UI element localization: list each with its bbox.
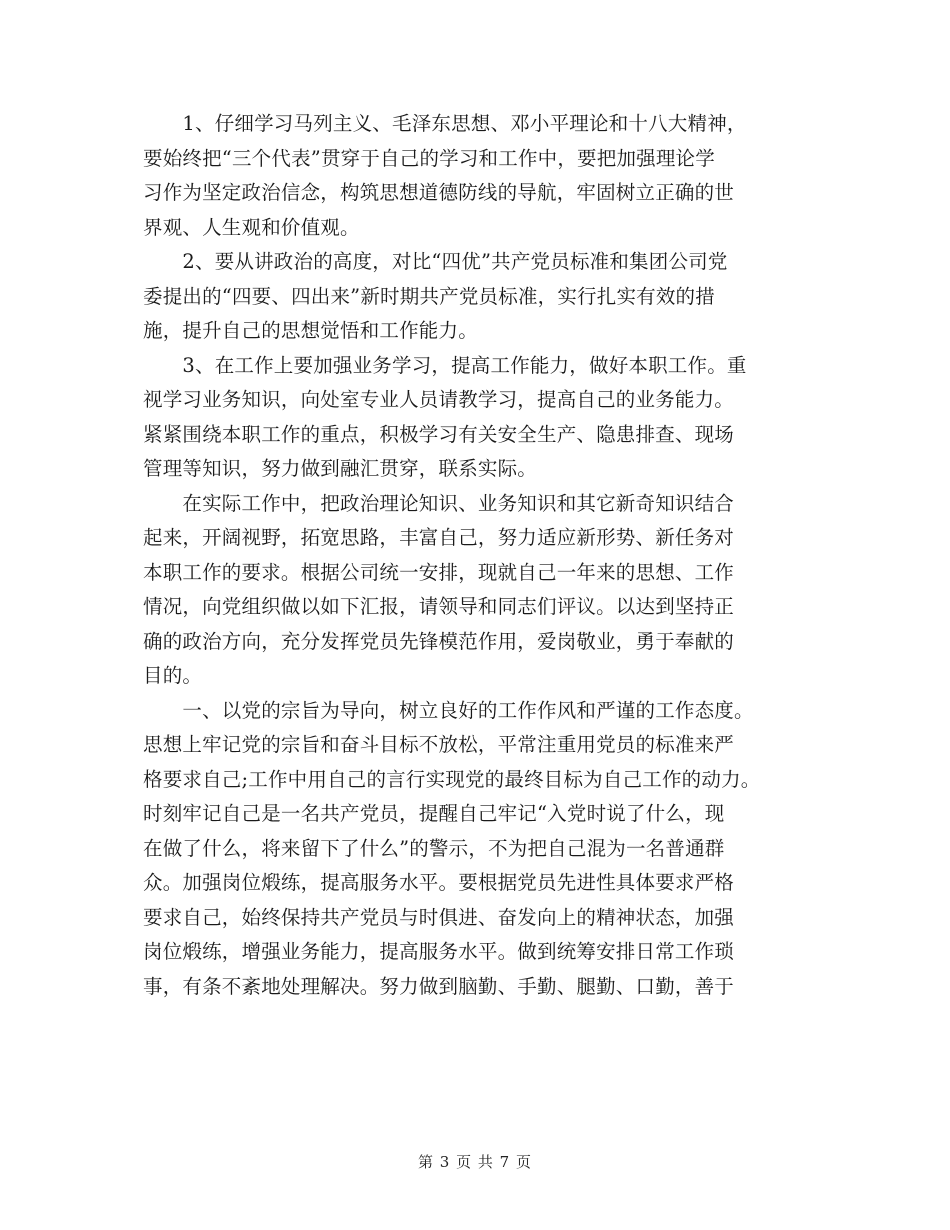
- text-line: 情况，向党组织做以如下汇报，请领导和同志们评议。以达到坚持正: [143, 595, 735, 618]
- text-line: 格要求自己;工作中用自己的言行实现党的最终目标为自己工作的动力。: [143, 767, 761, 791]
- text-line: 确的政治方向，充分发挥党员先锋模范作用，爱岗敬业，勇于奉献的: [143, 629, 735, 653]
- text-line: 视学习业务知识，向处室专业人员请教学习，提高自己的业务能力。: [143, 388, 735, 411]
- text-line: 委提出的“四要、四出来”新时期共产党员标准，实行扎实有效的措: [143, 284, 715, 308]
- text-line: 岗位煅练，增强业务能力，提高服务水平。做到统筹安排日常工作琐: [143, 940, 735, 963]
- text-line: 2、要从讲政治的高度，对比“四优”共产党员标准和集团公司党: [143, 250, 728, 273]
- text-line: 众。加强岗位煅练，提高服务水平。要根据党员先进性具体要求严格: [143, 871, 735, 894]
- text-line: 要求自己，始终保持共产党员与时俱进、奋发向上的精神状态，加强: [143, 905, 735, 929]
- text-line: 时刻牢记自己是一名共产党员，提醒自己牢记“入党时说了什么，现: [143, 802, 725, 825]
- text-line: 施，提升自己的思想觉悟和工作能力。: [143, 319, 478, 342]
- page-number-footer: 第 3 页 共 7 页: [418, 1153, 532, 1171]
- text-line: 3、在工作上要加强业务学习，提高工作能力，做好本职工作。重: [143, 353, 747, 377]
- text-line: 在实际工作中，把政治理论知识、业务知识和其它新奇知识结合: [143, 491, 735, 515]
- text-line: 界观、人生观和价值观。: [143, 215, 360, 239]
- text-line: 紧紧围绕本职工作的重点，积极学习有关安全生产、隐患排查、现场: [143, 422, 735, 446]
- text-line: 在做了什么，将来留下了什么”的警示，不为把自己混为一名普通群: [143, 836, 725, 860]
- body-text: [143, 107, 823, 1004]
- text-line: 本职工作的要求。根据公司统一安排，现就自己一年来的思想、工作: [143, 560, 735, 584]
- text-line: 要始终把“三个代表”贯穿于自己的学习和工作中，要把加强理论学: [143, 146, 715, 170]
- text-line: 管理等知识，努力做到融汇贯穿，联系实际。: [143, 457, 538, 480]
- text-line: 起来，开阔视野，拓宽思路，丰富自己，努力适应新形势、新任务对: [143, 526, 735, 549]
- text-line: 习作为坚定政治信念，构筑思想道德防线的导航，牢固树立正确的世: [143, 181, 735, 204]
- text-line: 事，有条不紊地处理解决。努力做到脑勤、手勤、腿勤、口勤，善于: [143, 974, 735, 998]
- text-line: 目的。: [143, 664, 203, 687]
- text-line: 1、仔细学习马列主义、毛泽东思想、邓小平理论和十八大精神，: [143, 112, 747, 135]
- text-line: 思想上牢记党的宗旨和奋斗目标不放松，平常注重用党员的标准来严: [143, 733, 735, 756]
- text-line: 一、以党的宗旨为导向，树立良好的工作作风和严谨的工作态度。: [143, 698, 754, 722]
